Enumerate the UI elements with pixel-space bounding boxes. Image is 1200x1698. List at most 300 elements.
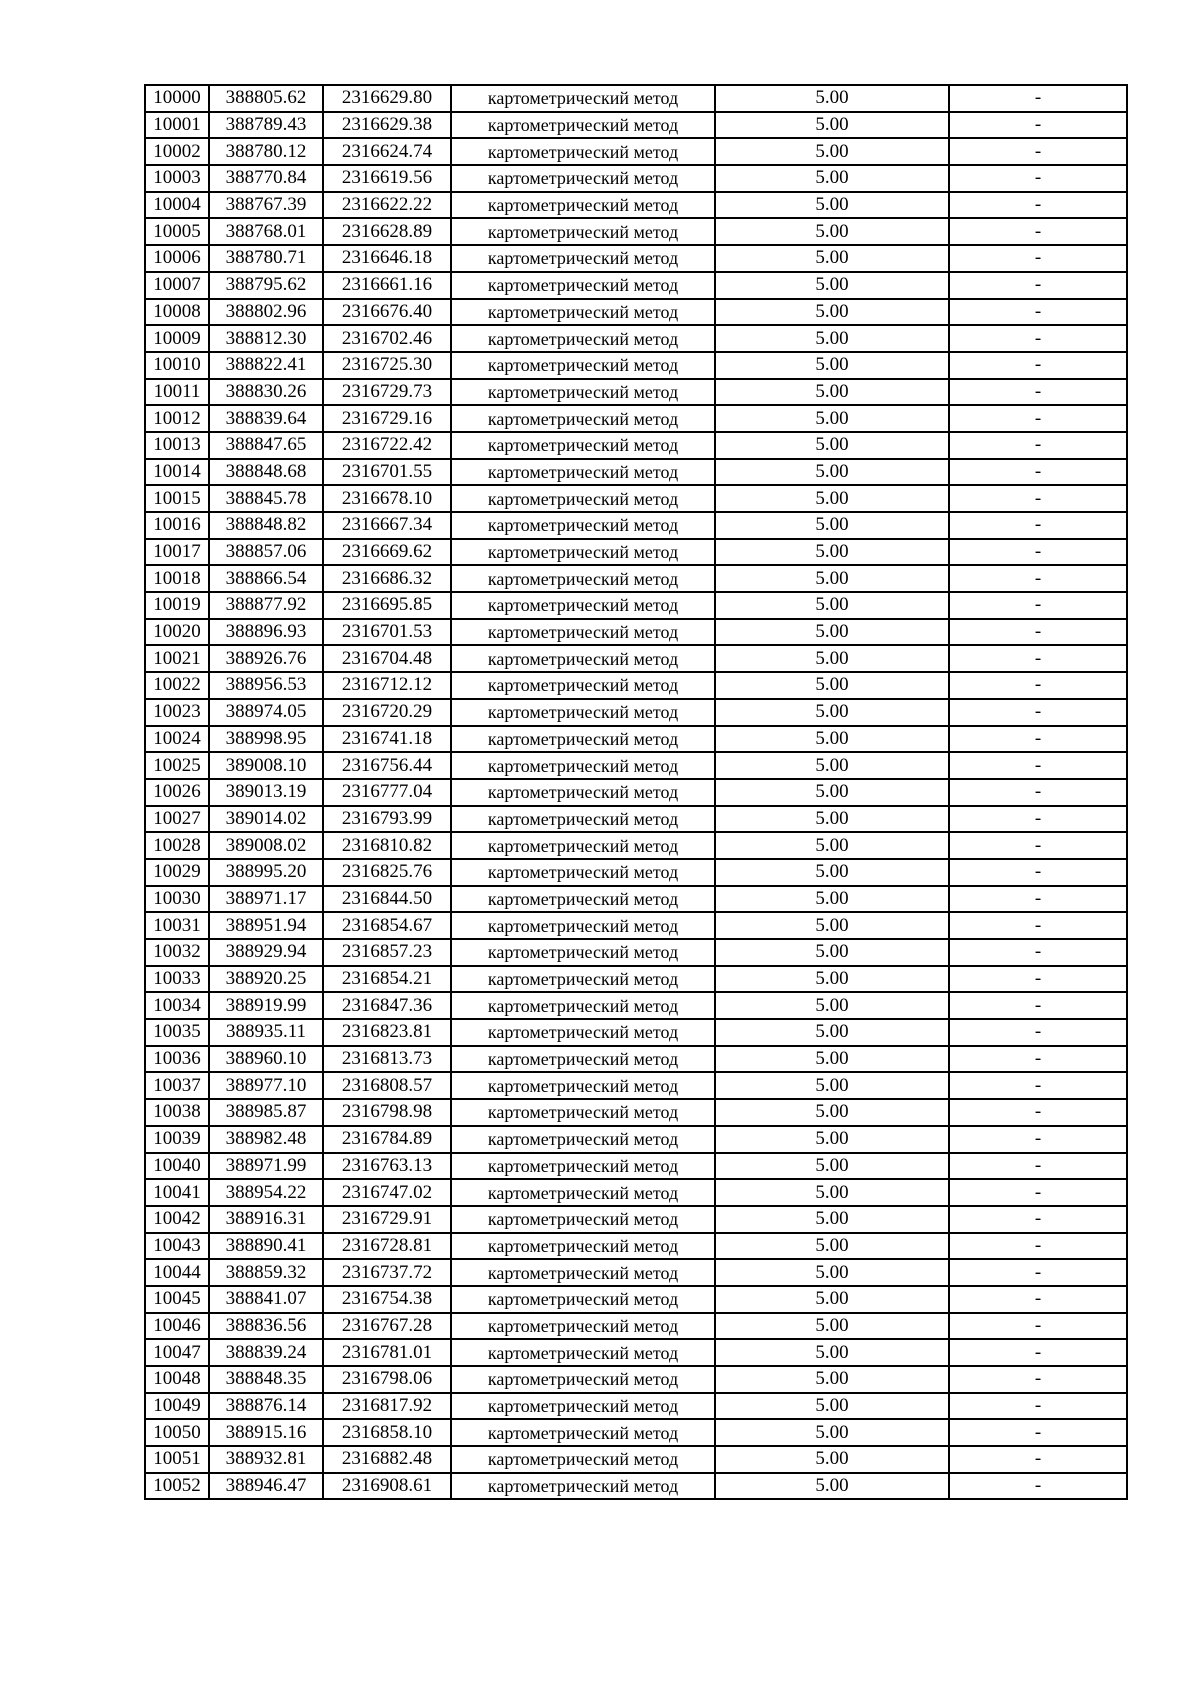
table-row bbox=[145, 85, 1127, 112]
description-cell: - bbox=[949, 806, 1127, 833]
point-number-cell: 10000 bbox=[145, 85, 209, 112]
accuracy-cell: 5.00 bbox=[715, 1206, 949, 1233]
method-cell: картометрический метод bbox=[451, 539, 715, 566]
description-cell: - bbox=[949, 1153, 1127, 1180]
point-number-cell: 10046 bbox=[145, 1313, 209, 1340]
accuracy-cell: 5.00 bbox=[715, 1339, 949, 1366]
x-coordinate-cell: 388859.32 bbox=[209, 1259, 323, 1286]
point-number-cell: 10032 bbox=[145, 939, 209, 966]
accuracy-cell: 5.00 bbox=[715, 912, 949, 939]
accuracy-cell: 5.00 bbox=[715, 992, 949, 1019]
description-cell: - bbox=[949, 245, 1127, 272]
y-coordinate-cell: 2316619.56 bbox=[323, 165, 451, 192]
accuracy-cell: 5.00 bbox=[715, 1126, 949, 1153]
point-number-cell: 10015 bbox=[145, 485, 209, 512]
y-coordinate-cell: 2316737.72 bbox=[323, 1259, 451, 1286]
accuracy-cell: 5.00 bbox=[715, 1286, 949, 1313]
x-coordinate-cell: 389008.02 bbox=[209, 832, 323, 859]
accuracy-cell: 5.00 bbox=[715, 939, 949, 966]
method-cell: картометрический метод bbox=[451, 619, 715, 646]
point-number-cell: 10045 bbox=[145, 1286, 209, 1313]
y-coordinate-cell: 2316882.48 bbox=[323, 1446, 451, 1473]
description-cell: - bbox=[949, 1339, 1127, 1366]
point-number-cell: 10052 bbox=[145, 1473, 209, 1500]
y-coordinate-cell: 2316747.02 bbox=[323, 1179, 451, 1206]
x-coordinate-cell: 388830.26 bbox=[209, 379, 323, 406]
table-row bbox=[145, 645, 1127, 672]
table-row bbox=[145, 299, 1127, 326]
table-row bbox=[145, 1046, 1127, 1073]
method-cell: картометрический метод bbox=[451, 1473, 715, 1500]
description-cell: - bbox=[949, 352, 1127, 379]
table-row bbox=[145, 779, 1127, 806]
table-row bbox=[145, 379, 1127, 406]
description-cell: - bbox=[949, 85, 1127, 112]
accuracy-cell: 5.00 bbox=[715, 85, 949, 112]
y-coordinate-cell: 2316669.62 bbox=[323, 539, 451, 566]
y-coordinate-cell: 2316629.80 bbox=[323, 85, 451, 112]
method-cell: картометрический метод bbox=[451, 939, 715, 966]
point-number-cell: 10002 bbox=[145, 138, 209, 165]
method-cell: картометрический метод bbox=[451, 432, 715, 459]
point-number-cell: 10038 bbox=[145, 1099, 209, 1126]
y-coordinate-cell: 2316667.34 bbox=[323, 512, 451, 539]
table-row bbox=[145, 1473, 1127, 1500]
table-row bbox=[145, 1286, 1127, 1313]
table-row bbox=[145, 512, 1127, 539]
table-row bbox=[145, 1419, 1127, 1446]
method-cell: картометрический метод bbox=[451, 1233, 715, 1260]
point-number-cell: 10018 bbox=[145, 565, 209, 592]
accuracy-cell: 5.00 bbox=[715, 512, 949, 539]
accuracy-cell: 5.00 bbox=[715, 1313, 949, 1340]
y-coordinate-cell: 2316857.23 bbox=[323, 939, 451, 966]
description-cell: - bbox=[949, 138, 1127, 165]
x-coordinate-cell: 388877.92 bbox=[209, 592, 323, 619]
method-cell: картометрический метод bbox=[451, 1446, 715, 1473]
point-number-cell: 10031 bbox=[145, 912, 209, 939]
point-number-cell: 10050 bbox=[145, 1419, 209, 1446]
accuracy-cell: 5.00 bbox=[715, 779, 949, 806]
accuracy-cell: 5.00 bbox=[715, 1099, 949, 1126]
point-number-cell: 10042 bbox=[145, 1206, 209, 1233]
point-number-cell: 10006 bbox=[145, 245, 209, 272]
point-number-cell: 10007 bbox=[145, 272, 209, 299]
method-cell: картометрический метод bbox=[451, 1046, 715, 1073]
x-coordinate-cell: 388848.68 bbox=[209, 459, 323, 486]
table-row bbox=[145, 325, 1127, 352]
point-number-cell: 10024 bbox=[145, 726, 209, 753]
method-cell: картометрический метод bbox=[451, 405, 715, 432]
method-cell: картометрический метод bbox=[451, 1153, 715, 1180]
table-row bbox=[145, 165, 1127, 192]
description-cell: - bbox=[949, 1126, 1127, 1153]
x-coordinate-cell: 388998.95 bbox=[209, 726, 323, 753]
accuracy-cell: 5.00 bbox=[715, 539, 949, 566]
x-coordinate-cell: 388916.31 bbox=[209, 1206, 323, 1233]
table-row bbox=[145, 1339, 1127, 1366]
x-coordinate-cell: 388971.17 bbox=[209, 886, 323, 913]
table-row bbox=[145, 726, 1127, 753]
description-cell: - bbox=[949, 1259, 1127, 1286]
method-cell: картометрический метод bbox=[451, 85, 715, 112]
method-cell: картометрический метод bbox=[451, 299, 715, 326]
description-cell: - bbox=[949, 112, 1127, 139]
accuracy-cell: 5.00 bbox=[715, 432, 949, 459]
table-row bbox=[145, 432, 1127, 459]
description-cell: - bbox=[949, 218, 1127, 245]
description-cell: - bbox=[949, 1286, 1127, 1313]
method-cell: картометрический метод bbox=[451, 512, 715, 539]
description-cell: - bbox=[949, 1366, 1127, 1393]
accuracy-cell: 5.00 bbox=[715, 352, 949, 379]
accuracy-cell: 5.00 bbox=[715, 379, 949, 406]
method-cell: картометрический метод bbox=[451, 1286, 715, 1313]
table-row bbox=[145, 1393, 1127, 1420]
accuracy-cell: 5.00 bbox=[715, 645, 949, 672]
accuracy-cell: 5.00 bbox=[715, 1366, 949, 1393]
table-row bbox=[145, 1099, 1127, 1126]
table-row bbox=[145, 619, 1127, 646]
point-number-cell: 10048 bbox=[145, 1366, 209, 1393]
y-coordinate-cell: 2316756.44 bbox=[323, 752, 451, 779]
table-row bbox=[145, 138, 1127, 165]
table-row bbox=[145, 886, 1127, 913]
table-row bbox=[145, 939, 1127, 966]
description-cell: - bbox=[949, 539, 1127, 566]
y-coordinate-cell: 2316844.50 bbox=[323, 886, 451, 913]
method-cell: картометрический метод bbox=[451, 886, 715, 913]
x-coordinate-cell: 388956.53 bbox=[209, 672, 323, 699]
coordinates-table-body bbox=[145, 85, 1127, 1499]
point-number-cell: 10014 bbox=[145, 459, 209, 486]
method-cell: картометрический метод bbox=[451, 966, 715, 993]
description-cell: - bbox=[949, 325, 1127, 352]
description-cell: - bbox=[949, 1206, 1127, 1233]
method-cell: картометрический метод bbox=[451, 806, 715, 833]
method-cell: картометрический метод bbox=[451, 165, 715, 192]
point-number-cell: 10041 bbox=[145, 1179, 209, 1206]
description-cell: - bbox=[949, 1446, 1127, 1473]
method-cell: картометрический метод bbox=[451, 832, 715, 859]
x-coordinate-cell: 388780.12 bbox=[209, 138, 323, 165]
table-row bbox=[145, 1259, 1127, 1286]
x-coordinate-cell: 388951.94 bbox=[209, 912, 323, 939]
y-coordinate-cell: 2316695.85 bbox=[323, 592, 451, 619]
x-coordinate-cell: 388995.20 bbox=[209, 859, 323, 886]
accuracy-cell: 5.00 bbox=[715, 1153, 949, 1180]
method-cell: картометрический метод bbox=[451, 1126, 715, 1153]
table-row bbox=[145, 859, 1127, 886]
accuracy-cell: 5.00 bbox=[715, 405, 949, 432]
table-row bbox=[145, 672, 1127, 699]
y-coordinate-cell: 2316701.55 bbox=[323, 459, 451, 486]
table-row bbox=[145, 1126, 1127, 1153]
x-coordinate-cell: 388926.76 bbox=[209, 645, 323, 672]
method-cell: картометрический метод bbox=[451, 726, 715, 753]
description-cell: - bbox=[949, 645, 1127, 672]
method-cell: картометрический метод bbox=[451, 752, 715, 779]
table-row bbox=[145, 1179, 1127, 1206]
description-cell: - bbox=[949, 1019, 1127, 1046]
description-cell: - bbox=[949, 939, 1127, 966]
accuracy-cell: 5.00 bbox=[715, 112, 949, 139]
y-coordinate-cell: 2316763.13 bbox=[323, 1153, 451, 1180]
accuracy-cell: 5.00 bbox=[715, 1072, 949, 1099]
x-coordinate-cell: 388896.93 bbox=[209, 619, 323, 646]
table-row bbox=[145, 352, 1127, 379]
y-coordinate-cell: 2316741.18 bbox=[323, 726, 451, 753]
point-number-cell: 10020 bbox=[145, 619, 209, 646]
point-number-cell: 10019 bbox=[145, 592, 209, 619]
y-coordinate-cell: 2316798.98 bbox=[323, 1099, 451, 1126]
y-coordinate-cell: 2316729.91 bbox=[323, 1206, 451, 1233]
table-row bbox=[145, 405, 1127, 432]
method-cell: картометрический метод bbox=[451, 565, 715, 592]
description-cell: - bbox=[949, 1313, 1127, 1340]
table-row bbox=[145, 272, 1127, 299]
y-coordinate-cell: 2316854.67 bbox=[323, 912, 451, 939]
y-coordinate-cell: 2316823.81 bbox=[323, 1019, 451, 1046]
table-row bbox=[145, 218, 1127, 245]
accuracy-cell: 5.00 bbox=[715, 1393, 949, 1420]
accuracy-cell: 5.00 bbox=[715, 1046, 949, 1073]
method-cell: картометрический метод bbox=[451, 1313, 715, 1340]
description-cell: - bbox=[949, 1473, 1127, 1500]
method-cell: картометрический метод bbox=[451, 1179, 715, 1206]
accuracy-cell: 5.00 bbox=[715, 192, 949, 219]
accuracy-cell: 5.00 bbox=[715, 726, 949, 753]
y-coordinate-cell: 2316628.89 bbox=[323, 218, 451, 245]
table-row bbox=[145, 699, 1127, 726]
point-number-cell: 10049 bbox=[145, 1393, 209, 1420]
accuracy-cell: 5.00 bbox=[715, 565, 949, 592]
table-row bbox=[145, 806, 1127, 833]
y-coordinate-cell: 2316854.21 bbox=[323, 966, 451, 993]
point-number-cell: 10047 bbox=[145, 1339, 209, 1366]
point-number-cell: 10004 bbox=[145, 192, 209, 219]
table-row bbox=[145, 1206, 1127, 1233]
x-coordinate-cell: 388971.99 bbox=[209, 1153, 323, 1180]
description-cell: - bbox=[949, 752, 1127, 779]
point-number-cell: 10016 bbox=[145, 512, 209, 539]
x-coordinate-cell: 389013.19 bbox=[209, 779, 323, 806]
method-cell: картометрический метод bbox=[451, 1393, 715, 1420]
y-coordinate-cell: 2316798.06 bbox=[323, 1366, 451, 1393]
point-number-cell: 10033 bbox=[145, 966, 209, 993]
x-coordinate-cell: 388795.62 bbox=[209, 272, 323, 299]
method-cell: картометрический метод bbox=[451, 645, 715, 672]
y-coordinate-cell: 2316722.42 bbox=[323, 432, 451, 459]
point-number-cell: 10051 bbox=[145, 1446, 209, 1473]
method-cell: картометрический метод bbox=[451, 459, 715, 486]
y-coordinate-cell: 2316784.89 bbox=[323, 1126, 451, 1153]
y-coordinate-cell: 2316676.40 bbox=[323, 299, 451, 326]
accuracy-cell: 5.00 bbox=[715, 592, 949, 619]
method-cell: картометрический метод bbox=[451, 352, 715, 379]
method-cell: картометрический метод bbox=[451, 779, 715, 806]
accuracy-cell: 5.00 bbox=[715, 245, 949, 272]
description-cell: - bbox=[949, 272, 1127, 299]
point-number-cell: 10044 bbox=[145, 1259, 209, 1286]
y-coordinate-cell: 2316629.38 bbox=[323, 112, 451, 139]
point-number-cell: 10003 bbox=[145, 165, 209, 192]
method-cell: картометрический метод bbox=[451, 672, 715, 699]
method-cell: картометрический метод bbox=[451, 1206, 715, 1233]
accuracy-cell: 5.00 bbox=[715, 1019, 949, 1046]
x-coordinate-cell: 388920.25 bbox=[209, 966, 323, 993]
x-coordinate-cell: 388974.05 bbox=[209, 699, 323, 726]
accuracy-cell: 5.00 bbox=[715, 1446, 949, 1473]
description-cell: - bbox=[949, 779, 1127, 806]
method-cell: картометрический метод bbox=[451, 1099, 715, 1126]
y-coordinate-cell: 2316728.81 bbox=[323, 1233, 451, 1260]
y-coordinate-cell: 2316813.73 bbox=[323, 1046, 451, 1073]
x-coordinate-cell: 388915.16 bbox=[209, 1419, 323, 1446]
point-number-cell: 10039 bbox=[145, 1126, 209, 1153]
x-coordinate-cell: 388857.06 bbox=[209, 539, 323, 566]
x-coordinate-cell: 388932.81 bbox=[209, 1446, 323, 1473]
point-number-cell: 10026 bbox=[145, 779, 209, 806]
table-row bbox=[145, 565, 1127, 592]
description-cell: - bbox=[949, 1099, 1127, 1126]
accuracy-cell: 5.00 bbox=[715, 218, 949, 245]
description-cell: - bbox=[949, 192, 1127, 219]
x-coordinate-cell: 388848.35 bbox=[209, 1366, 323, 1393]
x-coordinate-cell: 388960.10 bbox=[209, 1046, 323, 1073]
y-coordinate-cell: 2316847.36 bbox=[323, 992, 451, 1019]
table-row bbox=[145, 539, 1127, 566]
method-cell: картометрический метод bbox=[451, 699, 715, 726]
description-cell: - bbox=[949, 432, 1127, 459]
description-cell: - bbox=[949, 886, 1127, 913]
accuracy-cell: 5.00 bbox=[715, 752, 949, 779]
y-coordinate-cell: 2316767.28 bbox=[323, 1313, 451, 1340]
x-coordinate-cell: 388839.24 bbox=[209, 1339, 323, 1366]
y-coordinate-cell: 2316793.99 bbox=[323, 806, 451, 833]
y-coordinate-cell: 2316712.12 bbox=[323, 672, 451, 699]
y-coordinate-cell: 2316825.76 bbox=[323, 859, 451, 886]
y-coordinate-cell: 2316725.30 bbox=[323, 352, 451, 379]
table-row bbox=[145, 112, 1127, 139]
accuracy-cell: 5.00 bbox=[715, 325, 949, 352]
table-row bbox=[145, 1366, 1127, 1393]
accuracy-cell: 5.00 bbox=[715, 699, 949, 726]
method-cell: картометрический метод bbox=[451, 325, 715, 352]
y-coordinate-cell: 2316729.16 bbox=[323, 405, 451, 432]
description-cell: - bbox=[949, 726, 1127, 753]
method-cell: картометрический метод bbox=[451, 859, 715, 886]
method-cell: картометрический метод bbox=[451, 1019, 715, 1046]
table-row bbox=[145, 1313, 1127, 1340]
description-cell: - bbox=[949, 699, 1127, 726]
method-cell: картометрический метод bbox=[451, 1419, 715, 1446]
description-cell: - bbox=[949, 1233, 1127, 1260]
point-number-cell: 10012 bbox=[145, 405, 209, 432]
accuracy-cell: 5.00 bbox=[715, 966, 949, 993]
point-number-cell: 10023 bbox=[145, 699, 209, 726]
table-row bbox=[145, 1233, 1127, 1260]
x-coordinate-cell: 389008.10 bbox=[209, 752, 323, 779]
x-coordinate-cell: 388841.07 bbox=[209, 1286, 323, 1313]
description-cell: - bbox=[949, 565, 1127, 592]
description-cell: - bbox=[949, 672, 1127, 699]
x-coordinate-cell: 388985.87 bbox=[209, 1099, 323, 1126]
description-cell: - bbox=[949, 485, 1127, 512]
accuracy-cell: 5.00 bbox=[715, 1233, 949, 1260]
accuracy-cell: 5.00 bbox=[715, 886, 949, 913]
y-coordinate-cell: 2316622.22 bbox=[323, 192, 451, 219]
point-number-cell: 10043 bbox=[145, 1233, 209, 1260]
method-cell: картометрический метод bbox=[451, 138, 715, 165]
accuracy-cell: 5.00 bbox=[715, 272, 949, 299]
x-coordinate-cell: 388822.41 bbox=[209, 352, 323, 379]
description-cell: - bbox=[949, 992, 1127, 1019]
method-cell: картометрический метод bbox=[451, 272, 715, 299]
y-coordinate-cell: 2316686.32 bbox=[323, 565, 451, 592]
y-coordinate-cell: 2316810.82 bbox=[323, 832, 451, 859]
accuracy-cell: 5.00 bbox=[715, 138, 949, 165]
point-number-cell: 10009 bbox=[145, 325, 209, 352]
point-number-cell: 10034 bbox=[145, 992, 209, 1019]
y-coordinate-cell: 2316781.01 bbox=[323, 1339, 451, 1366]
description-cell: - bbox=[949, 1046, 1127, 1073]
table-row bbox=[145, 1446, 1127, 1473]
method-cell: картометрический метод bbox=[451, 192, 715, 219]
point-number-cell: 10030 bbox=[145, 886, 209, 913]
x-coordinate-cell: 388977.10 bbox=[209, 1072, 323, 1099]
accuracy-cell: 5.00 bbox=[715, 672, 949, 699]
accuracy-cell: 5.00 bbox=[715, 619, 949, 646]
description-cell: - bbox=[949, 832, 1127, 859]
point-number-cell: 10017 bbox=[145, 539, 209, 566]
point-number-cell: 10037 bbox=[145, 1072, 209, 1099]
table-row bbox=[145, 752, 1127, 779]
point-number-cell: 10001 bbox=[145, 112, 209, 139]
x-coordinate-cell: 388770.84 bbox=[209, 165, 323, 192]
accuracy-cell: 5.00 bbox=[715, 459, 949, 486]
y-coordinate-cell: 2316702.46 bbox=[323, 325, 451, 352]
x-coordinate-cell: 388780.71 bbox=[209, 245, 323, 272]
method-cell: картометрический метод bbox=[451, 1339, 715, 1366]
point-number-cell: 10021 bbox=[145, 645, 209, 672]
accuracy-cell: 5.00 bbox=[715, 1179, 949, 1206]
y-coordinate-cell: 2316908.61 bbox=[323, 1473, 451, 1500]
y-coordinate-cell: 2316817.92 bbox=[323, 1393, 451, 1420]
method-cell: картометрический метод bbox=[451, 1259, 715, 1286]
description-cell: - bbox=[949, 379, 1127, 406]
description-cell: - bbox=[949, 592, 1127, 619]
point-number-cell: 10013 bbox=[145, 432, 209, 459]
table-row bbox=[145, 832, 1127, 859]
description-cell: - bbox=[949, 859, 1127, 886]
table-row bbox=[145, 592, 1127, 619]
description-cell: - bbox=[949, 1419, 1127, 1446]
description-cell: - bbox=[949, 512, 1127, 539]
table-row bbox=[145, 1153, 1127, 1180]
accuracy-cell: 5.00 bbox=[715, 165, 949, 192]
y-coordinate-cell: 2316624.74 bbox=[323, 138, 451, 165]
x-coordinate-cell: 388929.94 bbox=[209, 939, 323, 966]
y-coordinate-cell: 2316678.10 bbox=[323, 485, 451, 512]
x-coordinate-cell: 388848.82 bbox=[209, 512, 323, 539]
method-cell: картометрический метод bbox=[451, 379, 715, 406]
point-number-cell: 10035 bbox=[145, 1019, 209, 1046]
y-coordinate-cell: 2316858.10 bbox=[323, 1419, 451, 1446]
x-coordinate-cell: 388866.54 bbox=[209, 565, 323, 592]
y-coordinate-cell: 2316661.16 bbox=[323, 272, 451, 299]
x-coordinate-cell: 388845.78 bbox=[209, 485, 323, 512]
